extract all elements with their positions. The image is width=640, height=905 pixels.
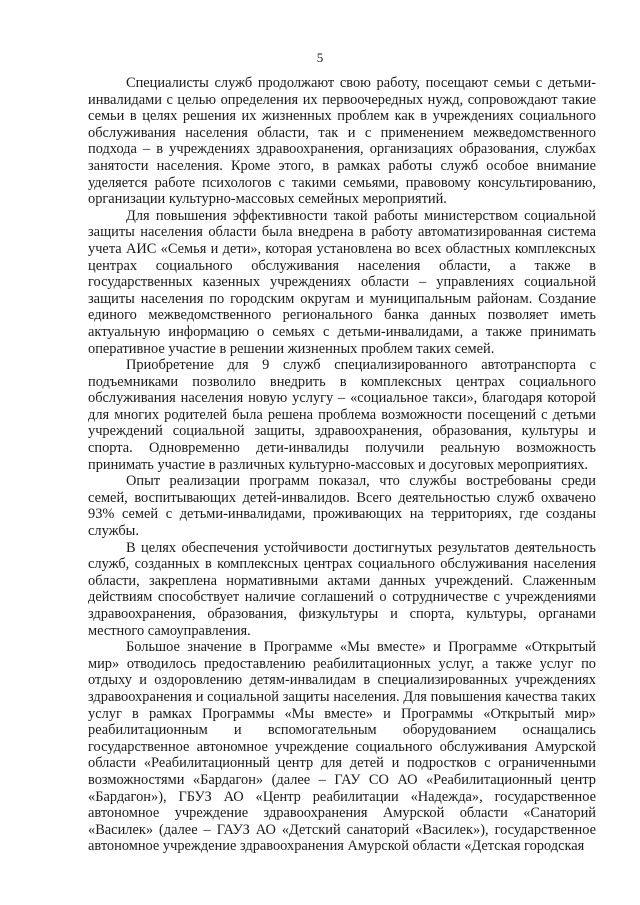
page-number: 5 — [316, 50, 324, 65]
paragraph-5: В целях обеспечения устойчивости достигнутых результатов деятельность служб, созданных в комплексных центрах социального обслуживания населения области, закреплена нормативными актами данных учреждений. Слаженным действиям способствует наличие соглашений о сотрудничестве с учреждениями здравоохранения, образования, физкультуры и спорта, культуры, органами местного самоуправления. — [88, 539, 596, 639]
paragraph-4: Опыт реализации программ показал, что службы востребованы среди семей, воспитывающих детей-инвалидов. Всего деятельностью служб охвачено 93% семей с детьми-инвалидами, проживающих на территориях, где созданы службы. — [88, 473, 596, 540]
paragraph-2: Для повышения эффективности такой работы министерством социальной защиты населения области была внедрена в работу автоматизированная система учета АИС «Семья и дети», которая установлена во всех областных комплексных центрах социального обслуживания населения области, а также в государственных казенных учреждениях области – управлениях социальной защиты населения по городским округам и муниципальным районам. Создание единого межведомственного регионального банка данных позволяет иметь актуальную информацию о семьях с детьми-инвалидами, а также принимать оперативное участие в решении жизненных проблем таких семей. — [88, 207, 596, 357]
document-body — [88, 75, 596, 855]
paragraph-6: Большое значение в Программе «Мы вместе» и Программе «Открытый мир» отводилось предоставлению реабилитационных услуг, а также услуг по отдыху и оздоровлению детям-инвалидам в специализированных учреждениях здравоохранения и социальной защиты населения. Для повышения качества таких услуг в рамках Программы «Мы вместе» и Программы «Открытый мир» реабилитационным и вспомогательным оборудованием оснащались государственное автономное учреждение социального обслуживания Амурской области «Реабилитационный центр для детей и подростков с ограниченными возможностями «Бардагон» (далее – ГАУ СО АО «Реабилитационный центр «Бардагон»), ГБУЗ АО «Центр реабилитации «Надежда», государственное автономное учреждение здравоохранения Амурской области «Санаторий «Василек» (далее – ГАУЗ АО «Детский санаторий «Василек»), государственное автономное учреждение здравоохранения Амурской области «Детская городская — [88, 639, 596, 855]
paragraph-1: Специалисты служб продолжают свою работу, посещают семьи с детьми-инвалидами с целью определения их первоочередных нужд, сопровождают такие семьи в целях решения их жизненных проблем как в учреждениях социального обслуживания населения области, так и с применением межведомственного подхода – в учреждениях здравоохранения, организациях образования, службах занятости населения. Кроме этого, в рамках работы служб особое внимание уделяется работе психологов с такими семьями, правовому консультированию, организации культурно-массовых семейных мероприятий. — [88, 75, 596, 208]
paragraph-3: Приобретение для 9 служб специализированного автотранспорта с подъемниками позволило внедрить в комплексных центрах социального обслуживания населения новую услугу – «социальное такси», благодаря которой для многих родителей была решена проблема возможности посещений с детьми учреждений социальной защиты, здравоохранения, образования, культуры и спорта. Одновременно дети-инвалиды получили реальную возможность принимать участие в различных культурно-массовых и досуговых мероприятиях. — [88, 357, 596, 473]
